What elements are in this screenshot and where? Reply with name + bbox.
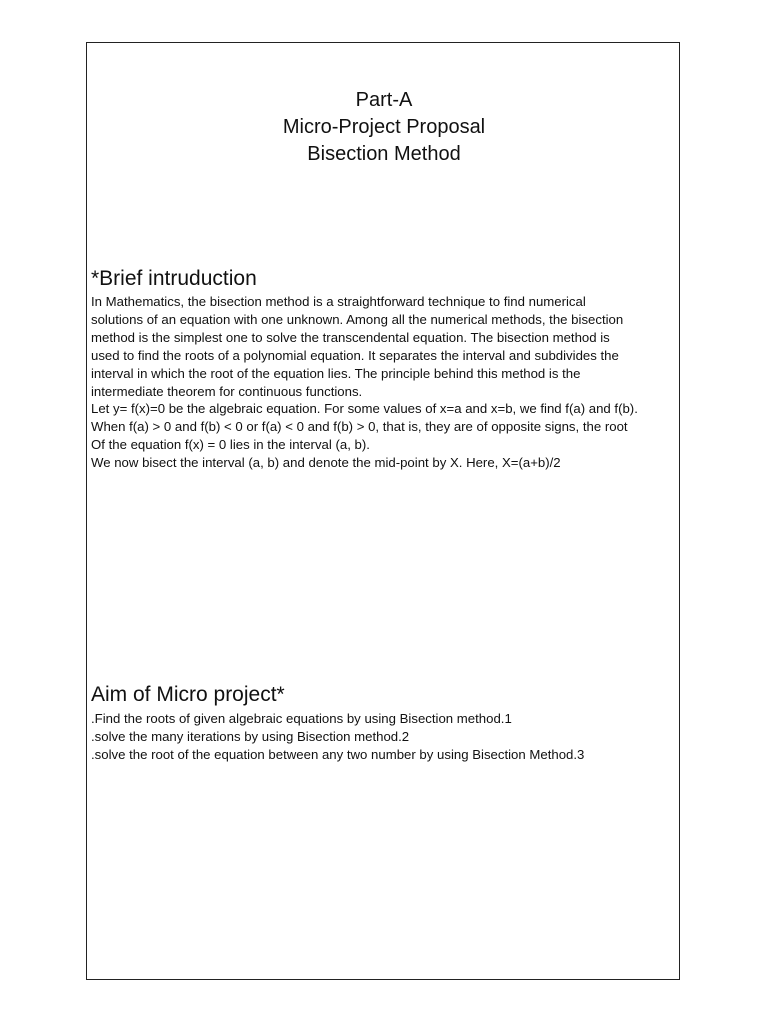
title-part: Part-A xyxy=(355,89,413,111)
aim-item: .solve the root of the equation between any two number by using Bisection Method.3 xyxy=(91,746,585,762)
intro-line: In Mathematics, the bisection method is a straightforward technique to find numerical xyxy=(91,294,586,309)
intro-line: Of the equation f(x) = 0 lies in the interval (a, b). xyxy=(91,437,370,453)
aim-item: .Find the roots of given algebraic equations by using Bisection method.1 xyxy=(91,711,512,726)
intro-line: method is the simplest one to solve the transcendental equation. The bisection method is xyxy=(91,329,610,345)
intro-line: Let y= f(x)=0 be the algebraic equation. For some values of x=a and x=b, we find f(a) and f(b). xyxy=(91,401,638,417)
document-title xyxy=(87,87,681,168)
aim-list xyxy=(91,710,677,764)
title-proposal: Micro-Project Proposal xyxy=(282,116,486,138)
intro-line: intermediate theorem for continuous functions. xyxy=(91,383,363,399)
intro-line: When f(a) > 0 and f(b) < 0 or f(a) < 0 and f(b) > 0, that is, they are of opposite signs, the root xyxy=(91,419,628,435)
aim-item: .solve the many iterations by using Bisection method.2 xyxy=(91,728,410,744)
intro-heading: *Brief intruduction xyxy=(91,267,257,290)
intro-line: used to find the roots of a polynomial equation. It separates the interval and subdivides the xyxy=(91,347,619,363)
intro-paragraph xyxy=(91,293,677,472)
intro-line: interval in which the root of the equation lies. The principle behind this method is the xyxy=(91,365,581,381)
aim-heading: Aim of Micro project* xyxy=(91,683,285,706)
intro-line: We now bisect the interval (a, b) and denote the mid-point by X. Here, X=(a+b)/2 xyxy=(91,455,561,471)
intro-line: solutions of an equation with one unknown. Among all the numerical methods, the bisection xyxy=(91,311,624,327)
title-topic: Bisection Method xyxy=(307,143,461,165)
document-page xyxy=(86,42,680,980)
